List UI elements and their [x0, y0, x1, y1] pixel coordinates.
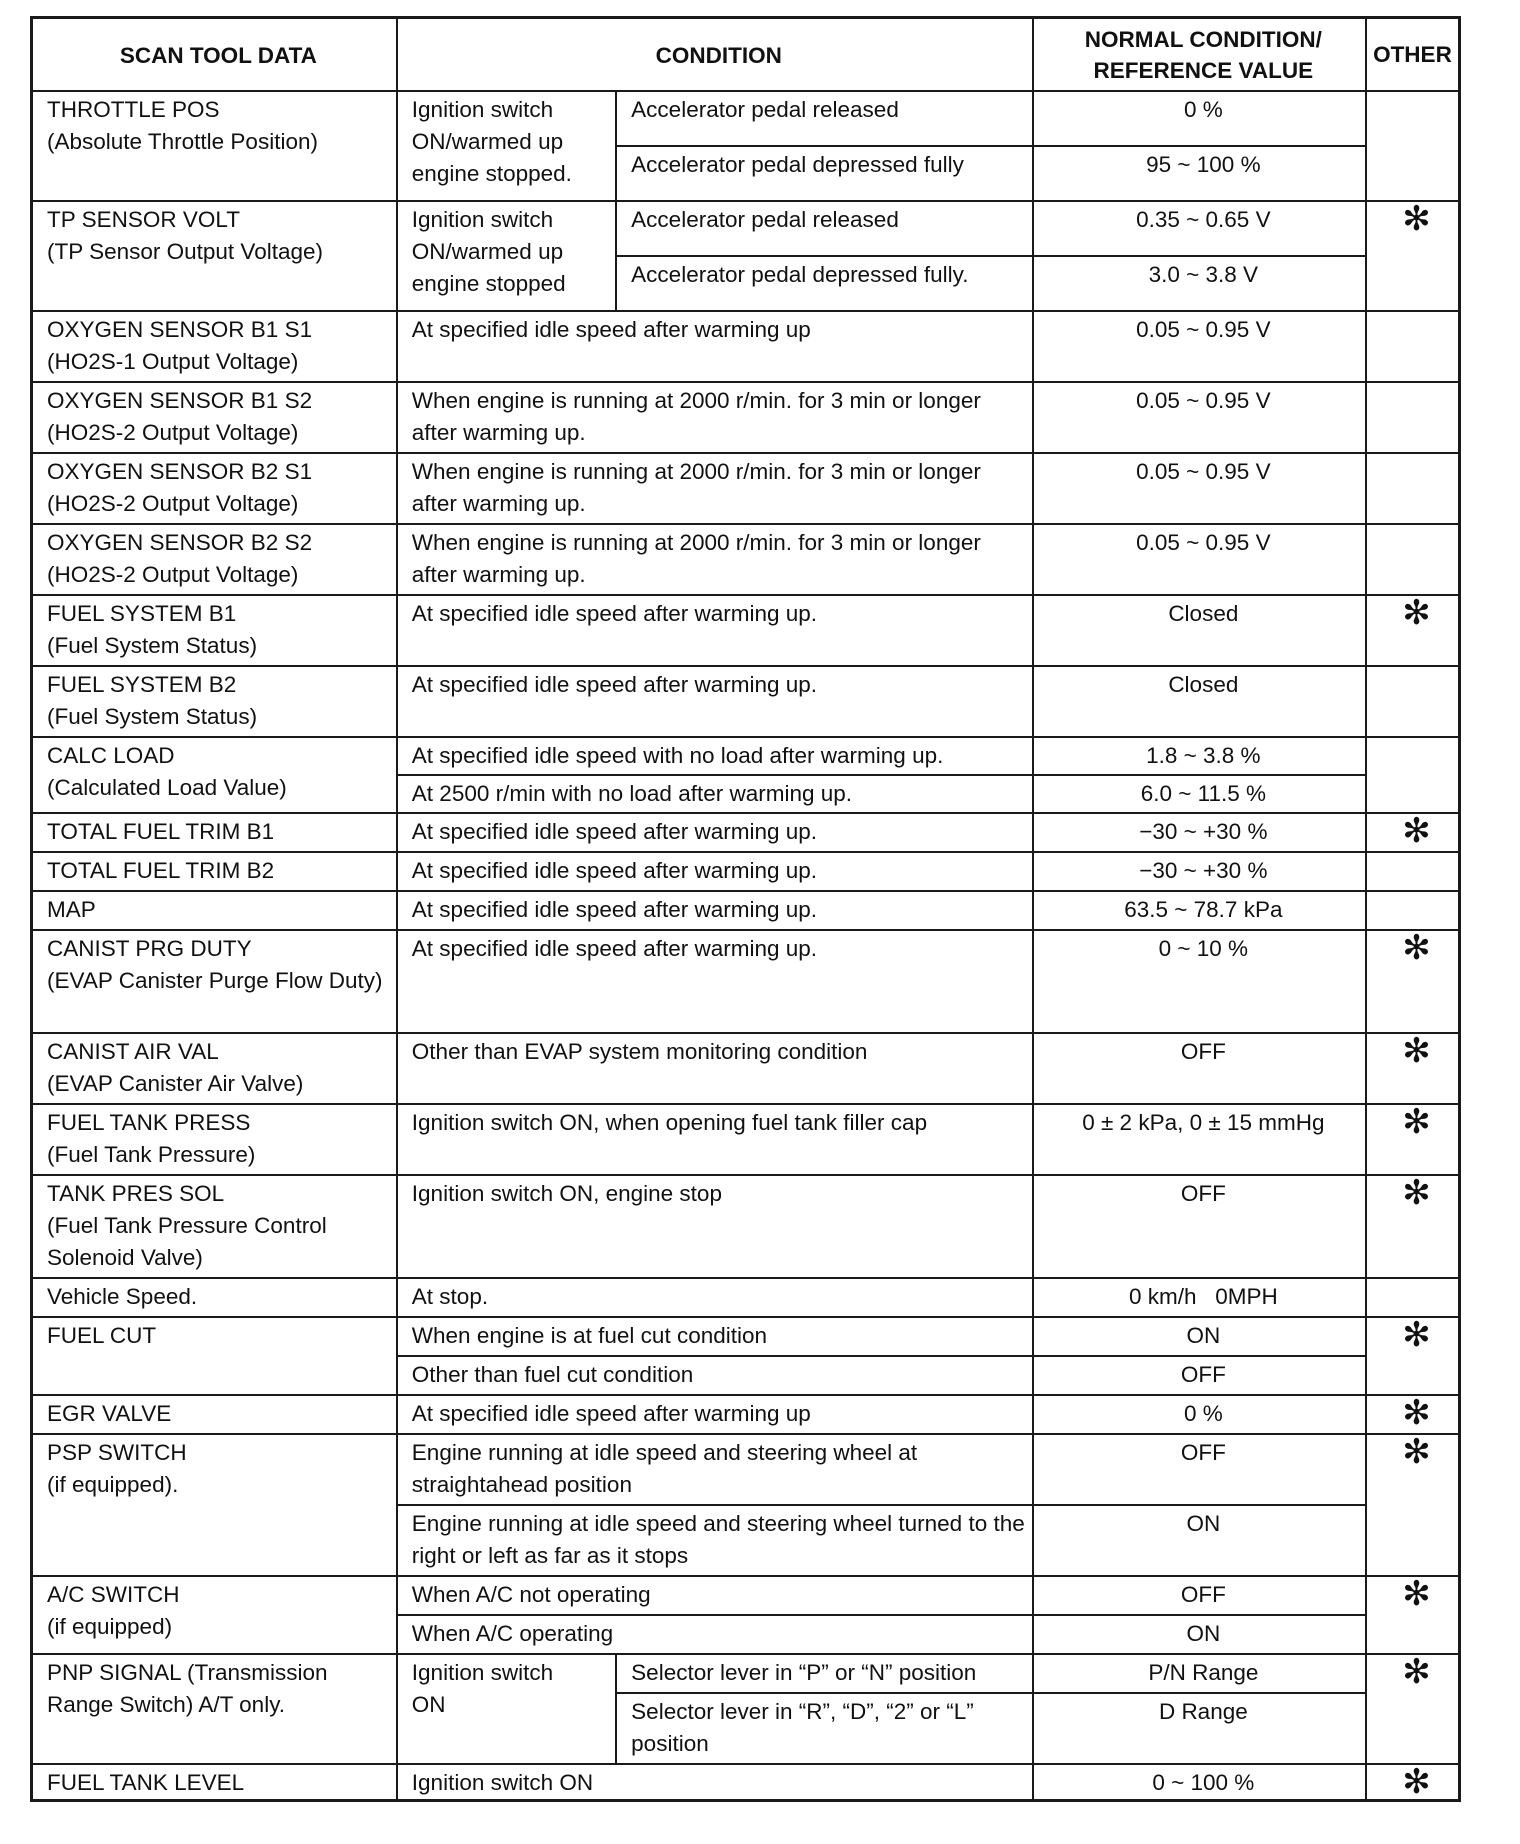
reference-value: 1.8 ~ 3.8 %: [1033, 737, 1366, 775]
item-name: PSP SWITCH: [47, 1439, 187, 1465]
other-cell: [1366, 852, 1460, 891]
reference-value: 95 ~ 100 %: [1033, 146, 1366, 201]
condition-text: Engine running at idle speed and steering wheel turned to the right or left as far as it stops: [397, 1505, 1033, 1576]
reference-value: D Range: [1033, 1693, 1366, 1764]
reference-value: 0 km/h 0MPH: [1033, 1278, 1366, 1317]
table-row: [32, 930, 1460, 1033]
condition-main: Ignition switch ON: [397, 1654, 616, 1764]
table-row: [32, 1764, 1460, 1801]
item-desc: (HO2S-2 Output Voltage): [47, 419, 299, 445]
reference-value: Closed: [1033, 666, 1366, 737]
item-desc: (if equipped).: [47, 1471, 179, 1497]
condition-text: Accelerator pedal depressed fully: [616, 146, 1033, 201]
reference-value: 0.05 ~ 0.95 V: [1033, 382, 1366, 453]
condition-text: Accelerator pedal released: [616, 201, 1033, 256]
item-desc: (Fuel System Status): [47, 632, 258, 658]
header-scan-tool-data: SCAN TOOL DATA: [32, 18, 397, 91]
table-row: [32, 382, 1460, 453]
other-asterisk-icon: ✻: [1366, 595, 1460, 666]
item-cell: [32, 595, 397, 666]
reference-value: 63.5 ~ 78.7 kPa: [1033, 891, 1366, 930]
reference-value: 0 %: [1033, 91, 1366, 146]
reference-value: 3.0 ~ 3.8 V: [1033, 256, 1366, 311]
other-cell: [1366, 524, 1460, 595]
condition-text: Accelerator pedal released: [616, 91, 1033, 146]
other-asterisk-icon: ✻: [1366, 1175, 1460, 1278]
item-name: FUEL TANK LEVEL: [32, 1764, 397, 1801]
item-name: FUEL TANK PRESS: [47, 1109, 251, 1135]
condition-text: When engine is at fuel cut condition: [397, 1317, 1033, 1356]
table-row: [32, 852, 1460, 891]
condition-text: Ignition switch ON, engine stop: [397, 1175, 1033, 1278]
item-desc: (Fuel Tank Pressure Control Solenoid Valve): [47, 1212, 327, 1270]
other-asterisk-icon: ✻: [1366, 201, 1460, 311]
item-desc: (Absolute Throttle Position): [47, 128, 318, 154]
reference-value: ON: [1033, 1317, 1366, 1356]
header-normal-line2: REFERENCE VALUE: [1093, 58, 1314, 84]
item-name: CANIST AIR VAL: [47, 1038, 219, 1064]
condition-text: Ignition switch ON: [397, 1764, 1033, 1801]
other-asterisk-icon: ✻: [1366, 1434, 1460, 1576]
other-cell: [1366, 382, 1460, 453]
other-asterisk-icon: ✻: [1366, 1033, 1460, 1104]
item-cell: [32, 382, 397, 453]
other-cell: [1366, 737, 1460, 813]
table-row: [32, 1104, 1460, 1175]
item-desc: (HO2S-1 Output Voltage): [47, 348, 299, 374]
table-row: [32, 595, 1460, 666]
item-name: MAP: [32, 891, 397, 930]
item-name: FUEL SYSTEM B1: [47, 600, 237, 626]
table-row: [32, 666, 1460, 737]
condition-main: Ignition switch ON/warmed up engine stopped.: [397, 91, 616, 201]
condition-text: At specified idle speed after warming up: [397, 311, 1033, 382]
condition-text: When engine is running at 2000 r/min. for 3 min or longer after warming up.: [397, 453, 1033, 524]
reference-value: 0 ~ 10 %: [1033, 930, 1366, 1033]
item-desc: (Fuel System Status): [47, 703, 258, 729]
other-asterisk-icon: ✻: [1366, 1104, 1460, 1175]
condition-text: At specified idle speed after warming up.: [397, 852, 1033, 891]
other-asterisk-icon: ✻: [1366, 930, 1460, 1033]
other-asterisk-icon: ✻: [1366, 1395, 1460, 1434]
scan-tool-data-table: [30, 16, 1461, 1802]
item-desc: (TP Sensor Output Voltage): [47, 238, 323, 264]
item-name: TOTAL FUEL TRIM B1: [32, 813, 397, 852]
table-row: [32, 311, 1460, 382]
other-cell: [1366, 453, 1460, 524]
reference-value: OFF: [1033, 1175, 1366, 1278]
item-cell: [32, 1175, 397, 1278]
item-desc: (EVAP Canister Air Valve): [47, 1070, 304, 1096]
condition-text: When engine is running at 2000 r/min. for 3 min or longer after warming up.: [397, 524, 1033, 595]
item-name: FUEL CUT: [32, 1317, 397, 1395]
item-name: TOTAL FUEL TRIM B2: [32, 852, 397, 891]
table-row: [32, 1175, 1460, 1278]
item-name: OXYGEN SENSOR B1 S2: [47, 387, 313, 413]
reference-value: 0 ~ 100 %: [1033, 1764, 1366, 1801]
item-name: Vehicle Speed.: [32, 1278, 397, 1317]
item-desc: (Calculated Load Value): [47, 774, 287, 800]
item-name: FUEL SYSTEM B2: [47, 671, 237, 697]
table-row: [32, 813, 1460, 852]
condition-text: Selector lever in “R”, “D”, “2” or “L” position: [616, 1693, 1033, 1764]
other-cell: [1366, 311, 1460, 382]
other-asterisk-icon: ✻: [1366, 1317, 1460, 1395]
header-row: [32, 18, 1460, 91]
reference-value: 0 %: [1033, 1395, 1366, 1434]
item-name: TANK PRES SOL: [47, 1180, 225, 1206]
reference-value: OFF: [1033, 1033, 1366, 1104]
condition-text: Engine running at idle speed and steering wheel at straightahead position: [397, 1434, 1033, 1505]
table-row: [32, 1654, 1460, 1693]
item-cell: [32, 201, 397, 311]
item-name: OXYGEN SENSOR B1 S1: [47, 316, 313, 342]
item-name: A/C SWITCH: [47, 1581, 180, 1607]
item-cell: [32, 666, 397, 737]
item-cell: [32, 1104, 397, 1175]
item-cell: [32, 1033, 397, 1104]
reference-value: OFF: [1033, 1576, 1366, 1615]
header-condition: CONDITION: [397, 18, 1033, 91]
table-row: [32, 1317, 1460, 1356]
item-cell: [32, 524, 397, 595]
reference-value: OFF: [1033, 1356, 1366, 1395]
item-cell: [32, 453, 397, 524]
other-asterisk-icon: ✻: [1366, 813, 1460, 852]
item-cell: [32, 1434, 397, 1576]
item-desc: (HO2S-2 Output Voltage): [47, 490, 299, 516]
table-row: [32, 737, 1460, 775]
condition-text: At specified idle speed after warming up.: [397, 891, 1033, 930]
reference-value: 0.05 ~ 0.95 V: [1033, 311, 1366, 382]
item-desc: (EVAP Canister Purge Flow Duty): [47, 967, 383, 993]
condition-text: Ignition switch ON, when opening fuel tank filler cap: [397, 1104, 1033, 1175]
header-normal-condition: [1033, 18, 1366, 91]
condition-text: Selector lever in “P” or “N” position: [616, 1654, 1033, 1693]
table-row: [32, 524, 1460, 595]
table-row: [32, 201, 1460, 256]
condition-text: At 2500 r/min with no load after warming up.: [397, 775, 1033, 813]
other-asterisk-icon: ✻: [1366, 1654, 1460, 1764]
reference-value: −30 ~ +30 %: [1033, 813, 1366, 852]
item-name: TP SENSOR VOLT: [47, 206, 240, 232]
reference-value: 0.05 ~ 0.95 V: [1033, 453, 1366, 524]
reference-value: −30 ~ +30 %: [1033, 852, 1366, 891]
item-desc: (Fuel Tank Pressure): [47, 1141, 256, 1167]
other-cell: [1366, 91, 1460, 201]
other-cell: [1366, 666, 1460, 737]
table-row: [32, 1033, 1460, 1104]
reference-value: 6.0 ~ 11.5 %: [1033, 775, 1366, 813]
item-name: CALC LOAD: [47, 742, 175, 768]
reference-value: OFF: [1033, 1434, 1366, 1505]
other-asterisk-icon: ✻: [1366, 1576, 1460, 1654]
scan-tool-data-sheet: [30, 16, 1461, 1802]
condition-text: At specified idle speed after warming up.: [397, 595, 1033, 666]
condition-text: At specified idle speed after warming up.: [397, 666, 1033, 737]
condition-text: At specified idle speed after warming up.: [397, 930, 1033, 1033]
table-row: [32, 1395, 1460, 1434]
reference-value: 0 ± 2 kPa, 0 ± 15 mmHg: [1033, 1104, 1366, 1175]
table-row: [32, 1434, 1460, 1505]
condition-main: Ignition switch ON/warmed up engine stopped: [397, 201, 616, 311]
item-name: EGR VALVE: [32, 1395, 397, 1434]
item-name: THROTTLE POS: [47, 96, 220, 122]
reference-value: ON: [1033, 1505, 1366, 1576]
condition-text: At specified idle speed with no load after warming up.: [397, 737, 1033, 775]
other-cell: [1366, 1278, 1460, 1317]
condition-text: At specified idle speed after warming up: [397, 1395, 1033, 1434]
reference-value: 0.35 ~ 0.65 V: [1033, 201, 1366, 256]
condition-text: When engine is running at 2000 r/min. for 3 min or longer after warming up.: [397, 382, 1033, 453]
header-normal-line1: NORMAL CONDITION/: [1084, 27, 1322, 53]
condition-text: At stop.: [397, 1278, 1033, 1317]
header-other: OTHER: [1366, 18, 1460, 91]
other-cell: [1366, 891, 1460, 930]
table-row: [32, 1278, 1460, 1317]
other-asterisk-icon: ✻: [1366, 1764, 1460, 1801]
reference-value: P/N Range: [1033, 1654, 1366, 1693]
item-cell: [32, 737, 397, 813]
table-row: [32, 453, 1460, 524]
reference-value: ON: [1033, 1615, 1366, 1654]
item-name: OXYGEN SENSOR B2 S2: [47, 529, 313, 555]
table-row: [32, 891, 1460, 930]
condition-text: When A/C operating: [397, 1615, 1033, 1654]
table-row: [32, 1576, 1460, 1615]
reference-value: 0.05 ~ 0.95 V: [1033, 524, 1366, 595]
item-cell: [32, 311, 397, 382]
condition-text: Other than fuel cut condition: [397, 1356, 1033, 1395]
item-cell: [32, 1576, 397, 1654]
item-desc: (HO2S-2 Output Voltage): [47, 561, 299, 587]
condition-text: When A/C not operating: [397, 1576, 1033, 1615]
condition-text: Accelerator pedal depressed fully.: [616, 256, 1033, 311]
condition-text: Other than EVAP system monitoring condition: [397, 1033, 1033, 1104]
item-desc: (if equipped): [47, 1613, 173, 1639]
item-name: CANIST PRG DUTY: [47, 935, 252, 961]
reference-value: Closed: [1033, 595, 1366, 666]
item-cell: [32, 91, 397, 201]
item-name: PNP SIGNAL (Transmission Range Switch) A/T only.: [32, 1654, 397, 1764]
table-row: [32, 91, 1460, 146]
condition-text: At specified idle speed after warming up.: [397, 813, 1033, 852]
item-name: OXYGEN SENSOR B2 S1: [47, 458, 313, 484]
item-cell: [32, 930, 397, 1033]
